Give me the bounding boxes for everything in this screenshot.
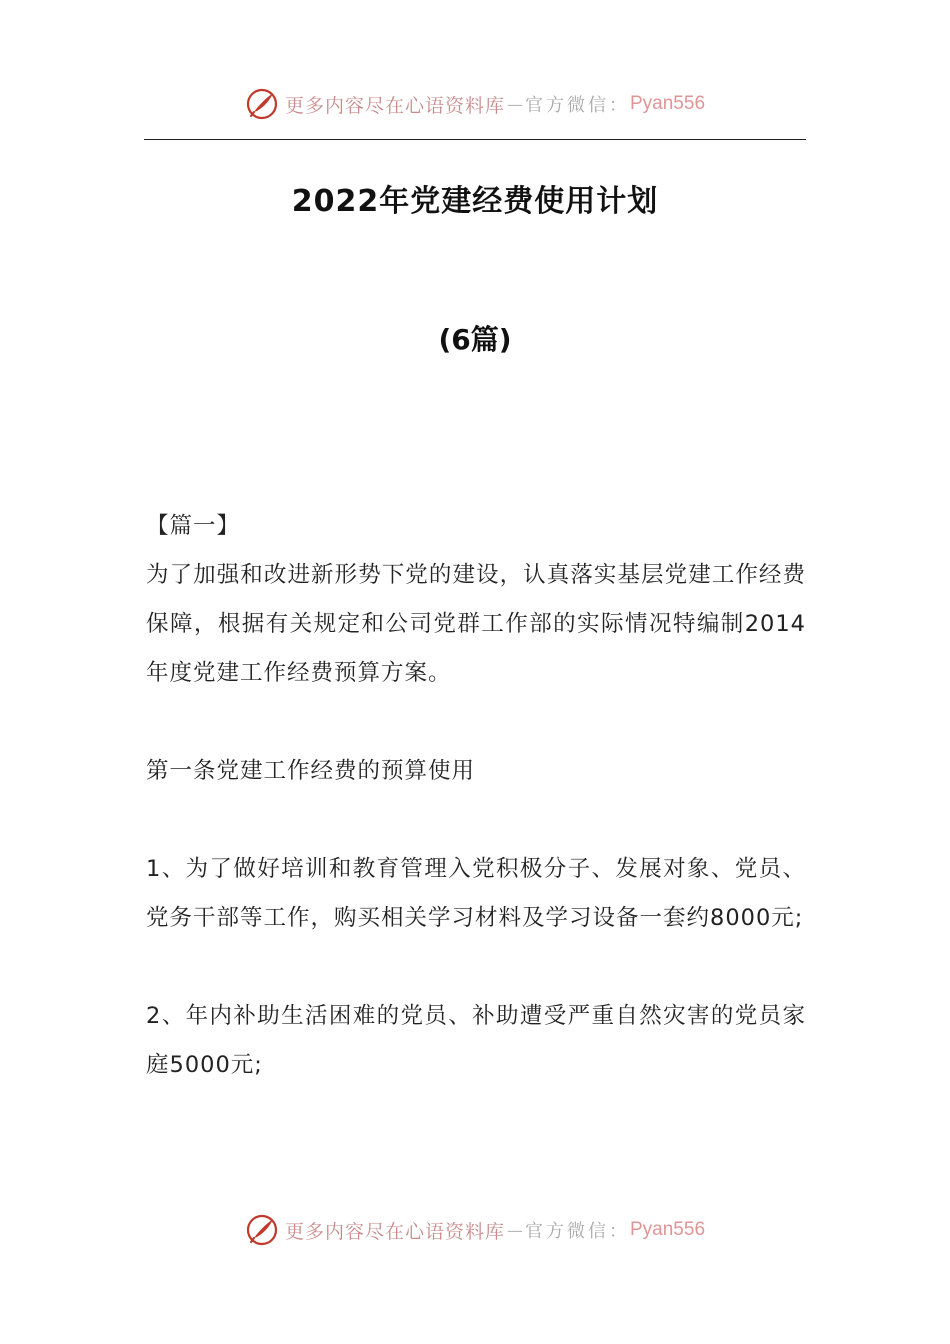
- watermark-wechat-label: 官方微信：: [525, 1221, 630, 1242]
- section-label: 【篇一】: [146, 513, 241, 539]
- quill-logo-icon: [245, 87, 279, 121]
- watermark-wechat-id: Pyan556: [630, 93, 706, 114]
- paragraph-intro: 为了加强和改进新形势下党的建设，认真落实基层党建工作经费保障，根据有关规定和公司党群工作部的实际情况特编制2014年度党建工作经费预算方案。: [146, 562, 806, 686]
- watermark-text: 更多内容尽在心语资料库: [284, 94, 505, 117]
- paragraph-item-1: 1、为了做好培训和教育管理入党积极分子、发展对象、党员、党务干部等工作，购买相关学习材料及学习设备一套约8000元;: [146, 856, 806, 931]
- header-watermark: [0, 84, 950, 124]
- watermark-separator: —: [507, 94, 523, 114]
- document-body: [146, 502, 806, 1090]
- watermark-text: 更多内容尽在心语资料库: [284, 1220, 505, 1243]
- watermark-wechat-id: Pyan556: [630, 1219, 706, 1240]
- header-divider: [144, 139, 806, 140]
- watermark-separator: —: [507, 1220, 523, 1240]
- paragraph-item-2: 2、年内补助生活困难的党员、补助遭受严重自然灾害的党员家庭5000元;: [146, 1003, 806, 1078]
- watermark-wechat-label: 官方微信：: [525, 95, 630, 116]
- quill-logo-icon: [245, 1213, 279, 1247]
- paragraph-article-one: 第一条党建工作经费的预算使用: [146, 758, 476, 784]
- document-title: 2022年党建经费使用计划: [291, 184, 659, 219]
- footer-watermark: [0, 1210, 950, 1250]
- document-subtitle: (6篇): [438, 323, 512, 356]
